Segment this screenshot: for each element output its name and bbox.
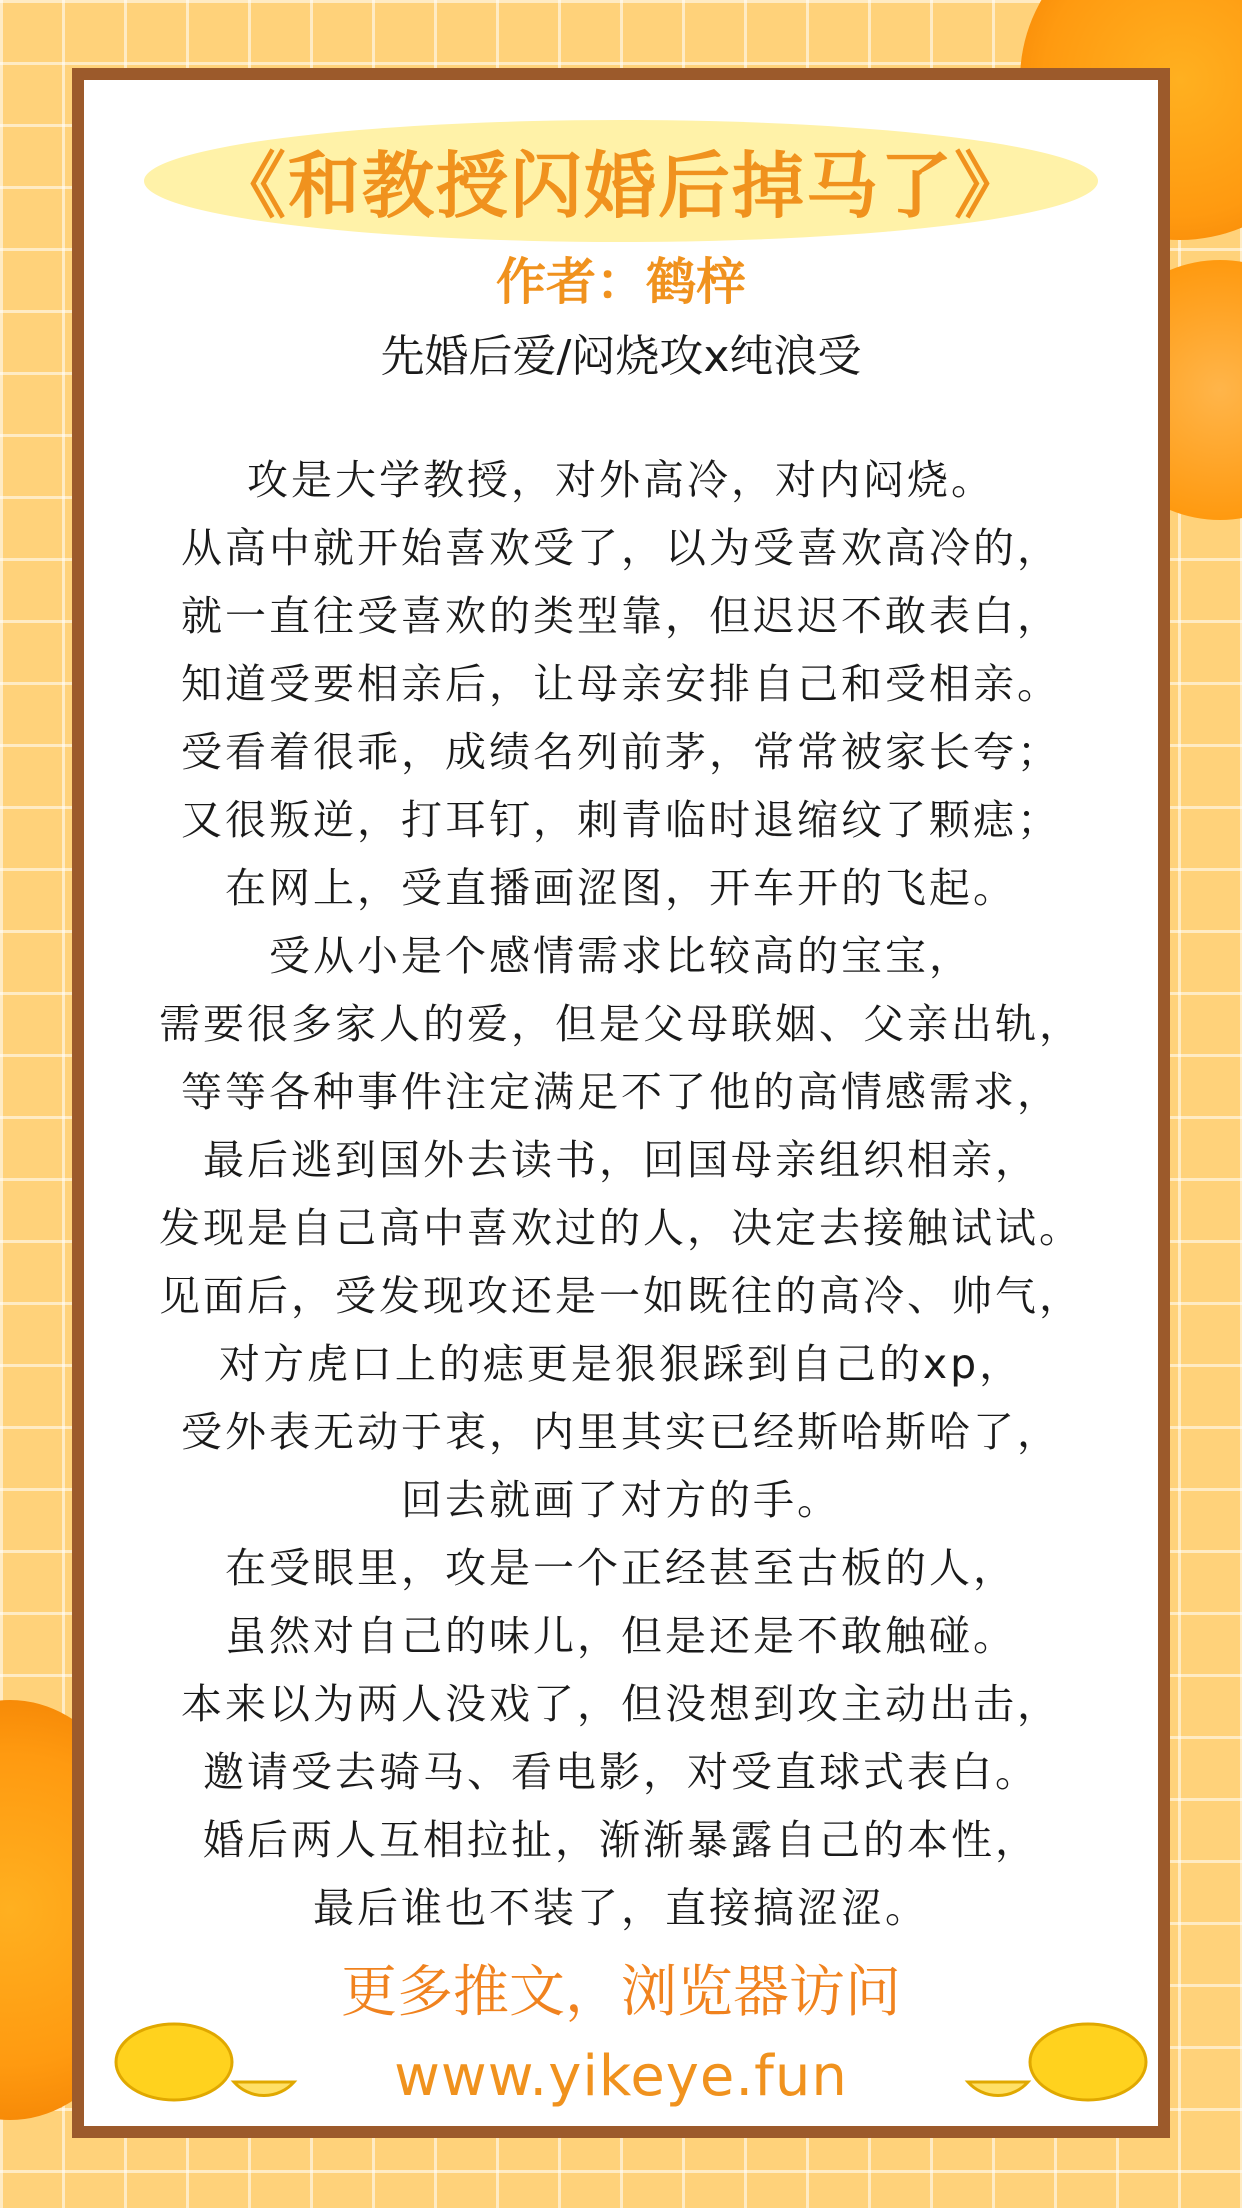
- synopsis-line: 攻是大学教授，对外高冷，对内闷烧。: [247, 456, 995, 504]
- synopsis-line: 受看着很乖，成绩名列前茅，常常被家长夸；: [181, 728, 1061, 776]
- genre-tags: 先婚后爱/闷烧攻x纯浪受: [380, 331, 862, 382]
- synopsis-line: 需要很多家人的爱，但是父母联姻、父亲出轨，: [159, 1000, 1083, 1048]
- content-card: [72, 68, 1170, 2138]
- synopsis-line: 回去就画了对方的手。: [401, 1476, 841, 1524]
- synopsis-line: 从高中就开始喜欢受了，以为受喜欢高冷的，: [181, 524, 1061, 572]
- promo-text: 更多推文，浏览器访问: [341, 1960, 901, 2025]
- synopsis-line: 等等各种事件注定满足不了他的高情感需求，: [181, 1068, 1061, 1116]
- author-line: 作者：鹤梓: [496, 253, 746, 311]
- synopsis-line: 受外表无动于衷，内里其实已经斯哈斯哈了，: [181, 1408, 1061, 1456]
- synopsis-line: 就一直往受喜欢的类型靠，但迟迟不敢表白，: [181, 592, 1061, 640]
- synopsis-line: 见面后，受发现攻还是一如既往的高冷、帅气，: [159, 1272, 1083, 1320]
- synopsis-line: 发现是自己高中喜欢过的人，决定去接触试试。: [159, 1204, 1083, 1252]
- synopsis-line: 在网上，受直播画涩图，开车开的飞起。: [225, 864, 1017, 912]
- synopsis-line: 虽然对自己的味儿，但是还是不敢触碰。: [225, 1612, 1017, 1660]
- lemon-icon-right: [958, 2012, 1148, 2112]
- synopsis-line: 邀请受去骑马、看电影，对受直球式表白。: [203, 1748, 1039, 1796]
- synopsis: [84, 446, 1158, 1942]
- synopsis-line: 受从小是个感情需求比较高的宝宝，: [269, 932, 973, 980]
- synopsis-line: 婚后两人互相拉扯，渐渐暴露自己的本性，: [203, 1816, 1039, 1864]
- synopsis-line: 在受眼里，攻是一个正经甚至古板的人，: [225, 1544, 1017, 1592]
- lemon-icon-left: [114, 2012, 304, 2112]
- synopsis-line: 对方虎口上的痣更是狠狠踩到自己的xp，: [218, 1340, 1024, 1388]
- synopsis-line: 又很叛逆，打耳钉，刺青临时退缩纹了颗痣；: [181, 796, 1061, 844]
- synopsis-line: 最后谁也不装了，直接搞涩涩。: [313, 1884, 929, 1932]
- site-link[interactable]: www.yikeye.fun: [394, 2044, 848, 2109]
- book-title: 《和教授闪婚后掉马了》: [213, 144, 1028, 228]
- synopsis-line: 本来以为两人没戏了，但没想到攻主动出击，: [181, 1680, 1061, 1728]
- synopsis-line: 知道受要相亲后，让母亲安排自己和受相亲。: [181, 660, 1061, 708]
- synopsis-line: 最后逃到国外去读书，回国母亲组织相亲，: [203, 1136, 1039, 1184]
